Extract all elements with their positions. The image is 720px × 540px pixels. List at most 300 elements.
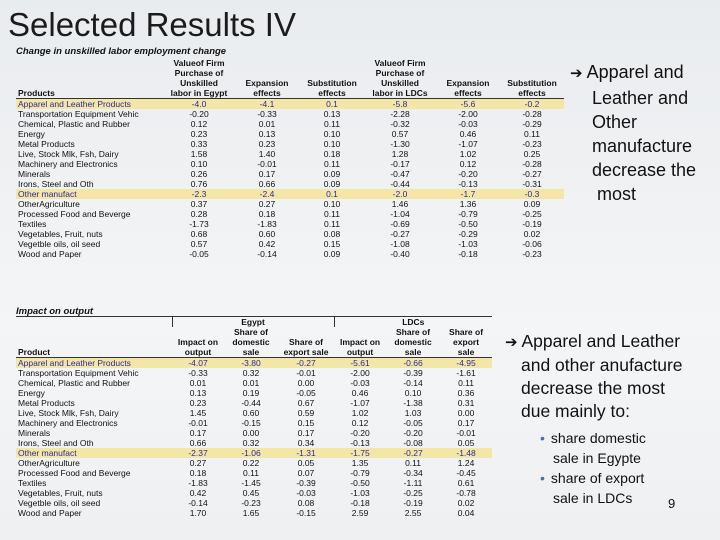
row-value-cell: -1.03 xyxy=(350,488,370,498)
row-value-cell: -1.11 xyxy=(403,478,423,488)
table-row xyxy=(16,219,564,229)
row-product-name: Wood and Paper xyxy=(18,249,82,259)
sub-bullet-line: share of export xyxy=(550,470,645,486)
table-row xyxy=(16,488,492,498)
row-value-cell: -0.44 xyxy=(241,398,261,408)
row-value-cell: 0.66 xyxy=(258,179,276,189)
row-value-cell: -0.3 xyxy=(500,189,564,199)
row-value-cell: 0.36 xyxy=(457,388,475,398)
table-row xyxy=(16,169,564,179)
row-product-name: Transportation Equipment Vehic xyxy=(18,109,139,119)
row-value-cell: 1.40 xyxy=(258,149,276,159)
row-value-cell: 0.1 xyxy=(300,189,364,199)
row-value-cell: 0.08 xyxy=(323,229,341,239)
row-value-cell: -1.38 xyxy=(403,398,423,408)
row-value-cell: 0.01 xyxy=(242,378,260,388)
header-export-egypt: Share of export sale xyxy=(278,327,334,358)
row-value-cell: -0.01 xyxy=(296,368,316,378)
bullet1-line: most xyxy=(592,184,637,204)
row-value-cell: 0.10 xyxy=(404,388,422,398)
row-value-cell: 0.23 xyxy=(190,129,208,139)
row-value-cell: 0.13 xyxy=(258,129,276,139)
row-product-name: Metal Products xyxy=(18,139,75,149)
row-value-cell: 1.03 xyxy=(404,408,422,418)
row-product-name: Minerals xyxy=(18,428,51,438)
sub-bullet-line: sale in Egypte xyxy=(553,450,641,466)
row-value-cell: -0.34 xyxy=(403,468,423,478)
row-value-cell: 0.1 xyxy=(300,99,364,110)
bullet2-line: due mainly to: xyxy=(521,401,630,421)
row-value-cell: -0.2 xyxy=(500,99,564,110)
row-value-cell: -2.00 xyxy=(350,368,370,378)
slide-title: Selected Results IV xyxy=(8,6,296,43)
row-value-cell: -4.0 xyxy=(164,99,234,110)
arrow-bullet-icon: ➔ xyxy=(570,65,583,82)
output-table xyxy=(16,316,492,518)
row-value-cell: -0.28 xyxy=(522,109,542,119)
row-value-cell: 0.32 xyxy=(242,368,260,378)
row-product-name: Other manufact xyxy=(16,189,164,199)
sub-bullet-domestic xyxy=(540,428,646,468)
row-value-cell: 0.11 xyxy=(324,209,340,219)
row-value-cell: 1.70 xyxy=(189,508,207,518)
output-table-caption: Impact on output xyxy=(16,306,94,317)
sub-bullet-line: sale in LDCs xyxy=(553,490,633,506)
output-table-header xyxy=(16,327,492,358)
row-value-cell: -0.69 xyxy=(390,219,410,229)
row-value-cell: 0.60 xyxy=(258,229,276,239)
row-value-cell: 0.10 xyxy=(323,199,341,209)
header-export-ldc: Share of export sale xyxy=(440,327,492,358)
row-value-cell: 0.00 xyxy=(242,428,260,438)
row-value-cell: 0.45 xyxy=(242,488,260,498)
row-value-cell: -0.31 xyxy=(522,179,542,189)
dot-bullet-icon: • xyxy=(540,430,545,446)
row-value-cell: 0.18 xyxy=(189,468,207,478)
row-value-cell: -0.78 xyxy=(456,488,476,498)
row-value-cell: 0.02 xyxy=(457,498,475,508)
header-domestic-ldc: Share of domestic sale xyxy=(386,327,440,358)
row-value-cell: 0.34 xyxy=(297,438,315,448)
row-product-name: Apparel and Leather Products xyxy=(16,99,164,110)
bullet2-line: and other anufacture xyxy=(521,355,683,375)
row-product-name: Processed Food and Beverge xyxy=(18,209,131,219)
header-expansion-ldc: Expansion effects xyxy=(436,58,500,99)
row-value-cell: -0.20 xyxy=(189,109,209,119)
row-value-cell: -0.05 xyxy=(189,249,209,259)
header-product: Product xyxy=(16,327,172,358)
row-value-cell: -0.14 xyxy=(188,498,208,508)
row-value-cell: -0.27 xyxy=(278,358,334,369)
row-value-cell: 0.15 xyxy=(297,418,315,428)
row-value-cell: -0.19 xyxy=(403,498,423,508)
row-value-cell: -1.61 xyxy=(456,368,476,378)
row-value-cell: -0.03 xyxy=(296,488,316,498)
row-value-cell: -0.13 xyxy=(350,438,370,448)
row-value-cell: -4.07 xyxy=(172,358,224,369)
header-products: Products xyxy=(16,58,164,99)
row-product-name: Wood and Paper xyxy=(18,508,82,518)
row-value-cell: 1.02 xyxy=(351,408,369,418)
row-value-cell: -1.73 xyxy=(189,219,209,229)
row-product-name: Minerals xyxy=(18,169,51,179)
row-value-cell: -0.66 xyxy=(386,358,440,369)
row-value-cell: 0.67 xyxy=(297,398,315,408)
table-row xyxy=(16,458,492,468)
row-value-cell: -1.75 xyxy=(334,448,386,458)
row-product-name: Chemical, Plastic and Rubber xyxy=(18,119,130,129)
table-row xyxy=(16,418,492,428)
row-value-cell: 0.59 xyxy=(297,408,315,418)
bullet2-line: Apparel and Leather xyxy=(521,331,681,351)
row-value-cell: 0.18 xyxy=(323,149,341,159)
table-row xyxy=(16,398,492,408)
row-value-cell: -0.28 xyxy=(522,159,542,169)
row-value-cell: 0.11 xyxy=(324,219,340,229)
row-value-cell: 0.27 xyxy=(258,199,276,209)
table-row xyxy=(16,498,492,508)
header-impact-egypt: Impact on output xyxy=(172,327,224,358)
row-value-cell: 0.17 xyxy=(297,428,315,438)
group-egypt: Egypt xyxy=(172,317,334,328)
row-value-cell: 0.05 xyxy=(297,458,315,468)
table-row xyxy=(16,508,492,518)
row-value-cell: 1.45 xyxy=(189,408,207,418)
row-value-cell: 0.09 xyxy=(323,169,341,179)
row-value-cell: -0.45 xyxy=(456,468,476,478)
table-row xyxy=(16,179,564,189)
row-value-cell: -0.15 xyxy=(241,418,261,428)
row-product-name: Energy xyxy=(18,388,45,398)
row-value-cell: 0.00 xyxy=(297,378,315,388)
row-value-cell: 1.28 xyxy=(391,149,409,159)
row-value-cell: 0.22 xyxy=(242,458,260,468)
row-value-cell: 2.59 xyxy=(351,508,369,518)
row-value-cell: -1.48 xyxy=(440,448,492,458)
row-value-cell: -1.07 xyxy=(350,398,370,408)
row-value-cell: 1.58 xyxy=(190,149,208,159)
row-value-cell: -1.06 xyxy=(224,448,278,458)
row-value-cell: -0.14 xyxy=(403,378,423,388)
row-value-cell: -0.79 xyxy=(350,468,370,478)
row-value-cell: -0.05 xyxy=(296,388,316,398)
row-value-cell: -1.7 xyxy=(436,189,500,199)
row-value-cell: -0.19 xyxy=(522,219,542,229)
row-value-cell: 1.24 xyxy=(457,458,475,468)
bullet1-line: Leather and xyxy=(592,88,689,108)
row-value-cell: -0.03 xyxy=(350,378,370,388)
row-value-cell: 1.65 xyxy=(242,508,260,518)
table-row xyxy=(16,249,564,259)
sub-bullet-line: share domestic xyxy=(550,430,646,446)
row-product-name: Vegetble oils, oil seed xyxy=(18,239,101,249)
row-value-cell: -0.29 xyxy=(522,119,542,129)
row-value-cell: -0.05 xyxy=(403,418,423,428)
row-product-name: Chemical, Plastic and Rubber xyxy=(18,378,130,388)
row-value-cell: -0.23 xyxy=(241,498,261,508)
row-value-cell: -2.28 xyxy=(390,109,410,119)
row-value-cell: -0.50 xyxy=(350,478,370,488)
row-value-cell: 0.26 xyxy=(190,169,208,179)
row-value-cell: -1.83 xyxy=(188,478,208,488)
row-value-cell: 0.17 xyxy=(457,418,475,428)
page-number: 9 xyxy=(668,496,676,511)
row-value-cell: -0.47 xyxy=(390,169,410,179)
bullet1-line: manufacture xyxy=(592,136,693,156)
row-value-cell: -0.27 xyxy=(390,229,410,239)
row-value-cell: -5.61 xyxy=(334,358,386,369)
row-value-cell: 0.66 xyxy=(189,438,207,448)
row-product-name: Machinery and Electronics xyxy=(18,418,118,428)
row-value-cell: 0.05 xyxy=(457,438,475,448)
row-product-name: Metal Products xyxy=(18,398,75,408)
row-value-cell: 0.01 xyxy=(189,378,207,388)
bullet2-line: decrease the most xyxy=(521,378,665,398)
header-value-ldc: Valueof Firm Purchase of Unskilled labor in LDCs xyxy=(364,58,436,99)
row-value-cell: 0.11 xyxy=(324,119,340,129)
arrow-bullet-icon: ➔ xyxy=(505,334,518,351)
row-value-cell: -0.20 xyxy=(458,169,478,179)
row-value-cell: -0.01 xyxy=(257,159,277,169)
row-value-cell: 0.10 xyxy=(323,129,341,139)
row-value-cell: 0.25 xyxy=(523,149,541,159)
row-value-cell: -1.04 xyxy=(390,209,410,219)
row-value-cell: 0.12 xyxy=(459,159,477,169)
table-row xyxy=(16,199,564,209)
row-value-cell: 2.55 xyxy=(404,508,422,518)
row-product-name: Transportation Equipment Vehic xyxy=(18,368,139,378)
row-value-cell: -2.37 xyxy=(172,448,224,458)
row-product-name: Energy xyxy=(18,129,45,139)
output-group-header xyxy=(16,317,492,328)
bullet1-line: decrease the xyxy=(592,160,697,180)
table-row xyxy=(16,209,564,219)
row-value-cell: 0.27 xyxy=(189,458,207,468)
row-value-cell: -0.01 xyxy=(188,418,208,428)
row-value-cell: 0.11 xyxy=(405,458,421,468)
row-product-name: Irons, Steel and Oth xyxy=(18,438,94,448)
row-value-cell: 0.46 xyxy=(351,388,369,398)
row-value-cell: -0.20 xyxy=(403,428,423,438)
row-value-cell: 0.32 xyxy=(242,438,260,448)
row-value-cell: 0.57 xyxy=(190,239,208,249)
row-value-cell: -0.17 xyxy=(390,159,410,169)
row-value-cell: -0.25 xyxy=(403,488,423,498)
row-value-cell: 0.11 xyxy=(324,159,340,169)
row-value-cell: 0.02 xyxy=(523,229,541,239)
table-row xyxy=(16,119,564,129)
row-value-cell: 0.09 xyxy=(323,249,341,259)
employment-table-header xyxy=(16,58,564,99)
row-value-cell: 0.12 xyxy=(351,418,369,428)
table-row xyxy=(16,468,492,478)
row-value-cell: -1.30 xyxy=(390,139,410,149)
row-value-cell: -5.8 xyxy=(364,99,436,110)
row-value-cell: 0.08 xyxy=(297,498,315,508)
row-value-cell: -0.18 xyxy=(350,498,370,508)
row-product-name: Other manufact xyxy=(16,448,172,458)
row-product-name: Apparel and Leather Products xyxy=(16,358,172,369)
row-value-cell: 0.76 xyxy=(190,179,208,189)
header-substitution-egypt: Substitution effects xyxy=(300,58,364,99)
row-value-cell: 0.11 xyxy=(524,129,540,139)
row-value-cell: -4.95 xyxy=(440,358,492,369)
row-value-cell: 0.46 xyxy=(459,129,477,139)
row-value-cell: 0.17 xyxy=(189,428,207,438)
table-row xyxy=(16,478,492,488)
header-impact-ldc: Impact on output xyxy=(334,327,386,358)
row-value-cell: -1.45 xyxy=(241,478,261,488)
row-value-cell: 0.60 xyxy=(242,408,260,418)
row-value-cell: 0.09 xyxy=(323,179,341,189)
table-row xyxy=(16,99,564,110)
row-value-cell: 1.35 xyxy=(351,458,369,468)
row-value-cell: 0.23 xyxy=(258,139,276,149)
row-product-name: Processed Food and Beverge xyxy=(18,468,131,478)
row-value-cell: 0.23 xyxy=(189,398,207,408)
bullet-reasons xyxy=(505,330,717,423)
table-row xyxy=(16,428,492,438)
table-row xyxy=(16,239,564,249)
row-value-cell: 0.18 xyxy=(258,209,276,219)
row-value-cell: -0.15 xyxy=(296,508,316,518)
row-value-cell: -2.0 xyxy=(364,189,436,199)
table-row xyxy=(16,408,492,418)
employment-table-caption: Change in unskilled labor employment change xyxy=(16,46,227,57)
row-value-cell: -1.83 xyxy=(257,219,277,229)
table-row xyxy=(16,159,564,169)
row-value-cell: 0.68 xyxy=(190,229,208,239)
row-value-cell: -0.39 xyxy=(403,368,423,378)
row-value-cell: 0.17 xyxy=(258,169,276,179)
row-value-cell: 0.37 xyxy=(190,199,208,209)
table-row xyxy=(16,109,564,119)
row-value-cell: -1.08 xyxy=(390,239,410,249)
row-value-cell: -4.1 xyxy=(234,99,300,110)
row-value-cell: 1.36 xyxy=(459,199,477,209)
row-value-cell: -0.13 xyxy=(458,179,478,189)
row-value-cell: 0.04 xyxy=(457,508,475,518)
row-value-cell: 0.10 xyxy=(323,139,341,149)
row-value-cell: -3.80 xyxy=(224,358,278,369)
row-value-cell: 0.42 xyxy=(189,488,207,498)
row-value-cell: 0.42 xyxy=(258,239,276,249)
row-value-cell: 1.02 xyxy=(459,149,477,159)
bullet1-line: Apparel and xyxy=(586,62,684,82)
row-value-cell: 0.57 xyxy=(391,129,409,139)
row-value-cell: -5.6 xyxy=(436,99,500,110)
row-value-cell: 0.31 xyxy=(457,398,475,408)
row-value-cell: -0.18 xyxy=(458,249,478,259)
row-value-cell: -0.03 xyxy=(458,119,478,129)
row-value-cell: -2.3 xyxy=(164,189,234,199)
table-row xyxy=(16,448,492,458)
row-value-cell: -0.20 xyxy=(350,428,370,438)
row-product-name: Live, Stock Mlk, Fsh, Dairy xyxy=(18,149,119,159)
row-value-cell: 0.28 xyxy=(190,209,208,219)
table-row xyxy=(16,368,492,378)
row-product-name: Vegetables, Fruit, nuts xyxy=(18,488,103,498)
row-value-cell: 0.33 xyxy=(190,139,208,149)
bullet-apparel-decrease xyxy=(570,60,715,206)
row-value-cell: -0.01 xyxy=(456,428,476,438)
row-value-cell: -0.50 xyxy=(458,219,478,229)
table-row xyxy=(16,139,564,149)
row-product-name: Textiles xyxy=(18,478,47,488)
row-value-cell: 0.19 xyxy=(242,388,260,398)
row-product-name: Textiles xyxy=(18,219,47,229)
group-ldcs: LDCs xyxy=(334,317,492,328)
row-value-cell: 0.11 xyxy=(458,378,474,388)
header-value-egypt: Valueof Firm Purchase of Unskilled labor in Egypt xyxy=(164,58,234,99)
row-value-cell: 0.13 xyxy=(323,109,341,119)
row-value-cell: -0.25 xyxy=(522,209,542,219)
row-value-cell: 1.46 xyxy=(391,199,409,209)
header-expansion-egypt: Expansion effects xyxy=(234,58,300,99)
employment-table xyxy=(16,58,564,259)
row-product-name: OtherAgriculture xyxy=(18,458,80,468)
row-value-cell: -0.33 xyxy=(257,109,277,119)
row-value-cell: -0.39 xyxy=(296,478,316,488)
row-product-name: Vegetables, Fruit, nuts xyxy=(18,229,103,239)
sub-bullet-export xyxy=(540,468,644,508)
row-value-cell: -1.31 xyxy=(278,448,334,458)
row-value-cell: 0.01 xyxy=(258,119,276,129)
bullet1-line: Other xyxy=(592,112,638,132)
table-row xyxy=(16,388,492,398)
row-product-name: Vegetble oils, oil seed xyxy=(18,498,101,508)
row-product-name: Irons, Steel and Oth xyxy=(18,179,94,189)
dot-bullet-icon: • xyxy=(540,470,545,486)
header-domestic-egypt: Share of domestic sale xyxy=(224,327,278,358)
row-value-cell: -2.4 xyxy=(234,189,300,199)
row-value-cell: 0.00 xyxy=(457,408,475,418)
row-value-cell: 0.12 xyxy=(190,119,208,129)
row-value-cell: -1.03 xyxy=(458,239,478,249)
row-product-name: Live, Stock Mlk, Fsh, Dairy xyxy=(18,408,119,418)
row-value-cell: 0.15 xyxy=(323,239,341,249)
row-value-cell: -2.00 xyxy=(458,109,478,119)
table-row xyxy=(16,378,492,388)
row-value-cell: 0.13 xyxy=(189,388,207,398)
row-value-cell: -0.32 xyxy=(390,119,410,129)
row-value-cell: -0.23 xyxy=(522,249,542,259)
row-value-cell: 0.09 xyxy=(523,199,541,209)
row-value-cell: -0.23 xyxy=(522,139,542,149)
row-product-name: OtherAgriculture xyxy=(18,199,80,209)
row-value-cell: -0.08 xyxy=(403,438,423,448)
row-value-cell: -0.79 xyxy=(458,209,478,219)
row-value-cell: 0.61 xyxy=(457,478,475,488)
table-row xyxy=(16,189,564,199)
table-row xyxy=(16,358,492,369)
table-row xyxy=(16,438,492,448)
row-product-name: Machinery and Electronics xyxy=(18,159,118,169)
row-value-cell: -0.14 xyxy=(257,249,277,259)
row-value-cell: -0.06 xyxy=(522,239,542,249)
row-value-cell: 0.10 xyxy=(190,159,208,169)
row-value-cell: -0.29 xyxy=(458,229,478,239)
row-value-cell: -1.07 xyxy=(458,139,478,149)
header-substitution-ldc: Substitution effects xyxy=(500,58,564,99)
row-value-cell: 0.07 xyxy=(297,468,315,478)
row-value-cell: -0.33 xyxy=(188,368,208,378)
table-row xyxy=(16,129,564,139)
row-value-cell: -0.44 xyxy=(390,179,410,189)
table-row xyxy=(16,149,564,159)
row-value-cell: 0.11 xyxy=(243,468,259,478)
row-value-cell: -0.27 xyxy=(386,448,440,458)
